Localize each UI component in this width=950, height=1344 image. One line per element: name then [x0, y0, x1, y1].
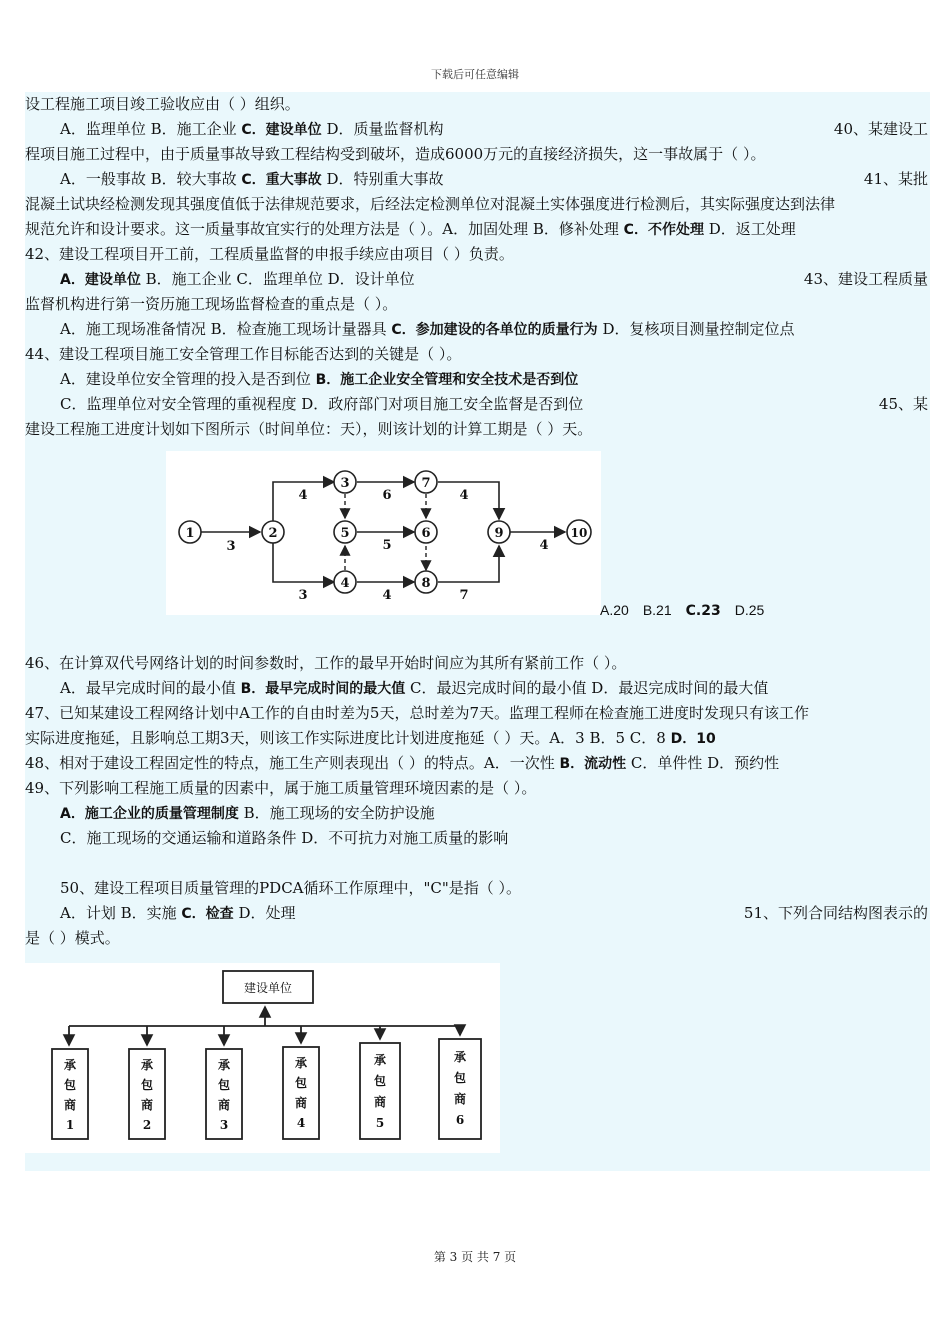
text: C．单件性 D．预约性 [626, 754, 780, 772]
answer: C.23 [685, 603, 721, 619]
duration-label: 4 [298, 488, 308, 503]
question-46 [25, 651, 930, 676]
network-diagram [166, 451, 601, 615]
duration-label: 4 [459, 488, 469, 503]
text: 47、已知某建设工程网络计划中A工作的自由时差为5天，总时差为7天。监理工程师在检查施工进度时发现只有该工作 [25, 704, 810, 722]
text: C．监理单位对安全管理的重视程度 D．政府部门对项目施工安全监督是否到位 [60, 395, 584, 413]
contract-structure-diagram [25, 963, 500, 1153]
text: 程项目施工过程中，由于质量事故导致工程结构受到破坏，造成6000万元的直接经济损失，这一事故属于（ ）。 [25, 145, 766, 163]
text: 实际进度拖延，且影响总工期3天，则该工作实际进度比计划进度拖延（ ）天。A．3 B．5 C．8 [25, 729, 671, 747]
answer: C．参加建设的各单位的质量行为 [391, 322, 598, 338]
text: 监督机构进行第一资历施工现场监督检查的重点是（ ）。 [25, 295, 398, 313]
question-42 [25, 242, 930, 267]
contractor-char: 包 [140, 1078, 154, 1092]
contractor-char: 2 [142, 1118, 152, 1132]
question-49 [25, 776, 930, 801]
question-45-start: 45、某 [878, 395, 928, 413]
text: 是（ ）模式。 [25, 929, 120, 947]
contractor-char: 3 [219, 1118, 229, 1132]
options-44-ab [25, 367, 930, 392]
text: 44、建设工程项目施工安全管理工作目标能否达到的关键是（ ）。 [25, 345, 462, 363]
text: 建设工程施工进度计划如下图所示（时间单位：天），则该计划的计算工期是（ ）天。 [25, 420, 593, 438]
text: A．施工现场准备情况 B．检查施工现场计量器具 [60, 320, 392, 338]
text: A．建设单位安全管理的投入是否到位 [60, 370, 316, 388]
contractor-char: 包 [373, 1074, 387, 1088]
node-label: 7 [421, 476, 431, 491]
options-43 [25, 317, 930, 342]
duration-label: 4 [382, 588, 392, 603]
contractor-char: 商 [294, 1096, 308, 1110]
text: 混凝土试块经检测发现其强度值低于法律规范要求，后经法定检测单位对混凝土实体强度进行检测后，其实际强度达到法律 [25, 195, 836, 213]
text: A．最早完成时间的最小值 [60, 679, 241, 697]
contractor-char: 承 [217, 1058, 231, 1072]
text: 46、在计算双代号网络计划的时间参数时，工作的最早开始时间应为其所有紧前工作（ ）。 [25, 654, 627, 672]
question-50 [25, 876, 930, 901]
text: 42、建设工程项目开工前，工程质量监督的申报手续应由项目（ ）负责。 [25, 245, 514, 263]
contractor-char: 6 [455, 1113, 465, 1127]
text: A．一般事故 B．较大事故 [60, 170, 242, 188]
options-45 [600, 598, 778, 624]
contractor-char: 商 [217, 1098, 231, 1112]
options-42 [25, 267, 930, 292]
answer: B．最早完成时间的最大值 [240, 681, 406, 697]
text: 48、相对于建设工程固定性的特点，施工生产则表现出（ ）的特点。A．一次性 [25, 754, 560, 772]
options-50 [25, 901, 930, 926]
answer: C．重大事故 [241, 172, 322, 188]
node-label: 5 [340, 526, 350, 541]
network-figure [25, 451, 930, 651]
text-line [25, 192, 930, 217]
contractor-char: 包 [294, 1076, 308, 1090]
contractor-char: 商 [453, 1092, 467, 1106]
text: 49、下列影响工程施工质量的因素中，属于施工质量管理环境因素的是（ ）。 [25, 779, 537, 797]
node-label: 1 [185, 526, 195, 541]
options-49-cd [25, 826, 930, 851]
owner-label: 建设单位 [243, 981, 293, 995]
answer: B．施工企业安全管理和安全技术是否到位 [315, 372, 579, 388]
contractor-char: 商 [373, 1095, 387, 1109]
contractor-char: 包 [217, 1078, 231, 1092]
text: B．施工企业 C．监理单位 D．设计单位 [140, 270, 415, 288]
options-47 [25, 726, 930, 751]
contractor-char: 包 [63, 1078, 77, 1092]
contract-structure-figure [25, 963, 930, 1171]
text: C．施工现场的交通运输和道路条件 D．不可抗力对施工质量的影响 [60, 829, 509, 847]
text: A．监理单位 B．施工企业 [60, 120, 242, 138]
answer: C．检查 [181, 906, 234, 922]
text: 设工程施工项目竣工验收应由（ ）组织。 [25, 95, 300, 113]
text: D．处理 [233, 904, 296, 922]
answer: D．10 [670, 731, 716, 747]
answer: A．施工企业的质量管理制度 [60, 806, 239, 822]
option: B.21 [642, 602, 672, 618]
question-48 [25, 751, 930, 776]
text-line [25, 926, 930, 951]
text-line [25, 142, 930, 167]
contractor-char: 1 [65, 1118, 75, 1132]
node-label: 4 [340, 576, 350, 591]
org-svg [25, 963, 500, 1153]
page-header: 下载后可任意编辑 [431, 68, 519, 81]
contractor-char: 5 [375, 1116, 385, 1130]
contractor-char: 商 [63, 1098, 77, 1112]
network-svg [166, 451, 601, 615]
text: D．复核项目测量控制定位点 [597, 320, 795, 338]
text-line [25, 417, 930, 442]
contractor-char: 承 [140, 1058, 154, 1072]
duration-label: 3 [298, 588, 308, 603]
text: D．质量监督机构 [321, 120, 444, 138]
contractor-char: 包 [453, 1071, 467, 1085]
option: D.25 [734, 602, 765, 618]
option: A.20 [600, 602, 629, 618]
options-40 [25, 167, 930, 192]
question-51-start: 51、下列合同结构图表示的 [743, 904, 928, 922]
question-47 [25, 701, 930, 726]
answer: C．不作处理 [623, 222, 704, 238]
text-line [25, 292, 930, 317]
text: D．特别重大事故 [321, 170, 444, 188]
answer: A．建设单位 [60, 272, 141, 288]
contractor-char: 承 [63, 1058, 77, 1072]
question-44 [25, 342, 930, 367]
contractor-char: 4 [296, 1116, 306, 1130]
options-41 [25, 217, 930, 242]
question-41-start: 41、某批 [863, 170, 928, 188]
question-content [25, 92, 930, 1171]
options-49-ab [25, 801, 930, 826]
node-label: 3 [340, 476, 350, 491]
node-label: 10 [570, 526, 588, 540]
answer: C．建设单位 [241, 122, 322, 138]
text: 规范允许和设计要求。这一质量事故宜实行的处理方法是（ ）。A．加固处理 B．修补处理 [25, 220, 624, 238]
contractor-char: 承 [294, 1056, 308, 1070]
options-39 [25, 117, 930, 142]
contractor-char: 承 [453, 1050, 467, 1064]
text: 50、建设工程项目质量管理的PDCA循环工作原理中，"C"是指（ ）。 [60, 879, 522, 897]
text: C．最迟完成时间的最小值 D．最迟完成时间的最大值 [405, 679, 769, 697]
text-line [25, 92, 930, 117]
duration-label: 5 [382, 538, 392, 553]
options-46 [25, 676, 930, 701]
page-footer: 第 3 页 共 7 页 [433, 1250, 517, 1264]
contractor-char: 商 [140, 1098, 154, 1112]
question-43-start: 43、建设工程质量 [803, 270, 928, 288]
duration-label: 7 [459, 588, 469, 603]
question-40-start: 40、某建设工 [833, 120, 928, 138]
text: B．施工现场的安全防护设施 [238, 804, 435, 822]
options-44-cd [25, 392, 930, 417]
node-label: 6 [421, 526, 431, 541]
node-label: 2 [268, 526, 278, 541]
contractor-char: 承 [373, 1053, 387, 1067]
duration-label: 6 [382, 488, 392, 503]
text: D．返工处理 [703, 220, 796, 238]
node-label: 8 [421, 576, 431, 591]
answer: B．流动性 [559, 756, 627, 772]
node-label: 9 [494, 526, 504, 541]
duration-label: 4 [539, 538, 549, 553]
duration-label: 3 [226, 539, 236, 554]
text: A．计划 B．实施 [60, 904, 182, 922]
